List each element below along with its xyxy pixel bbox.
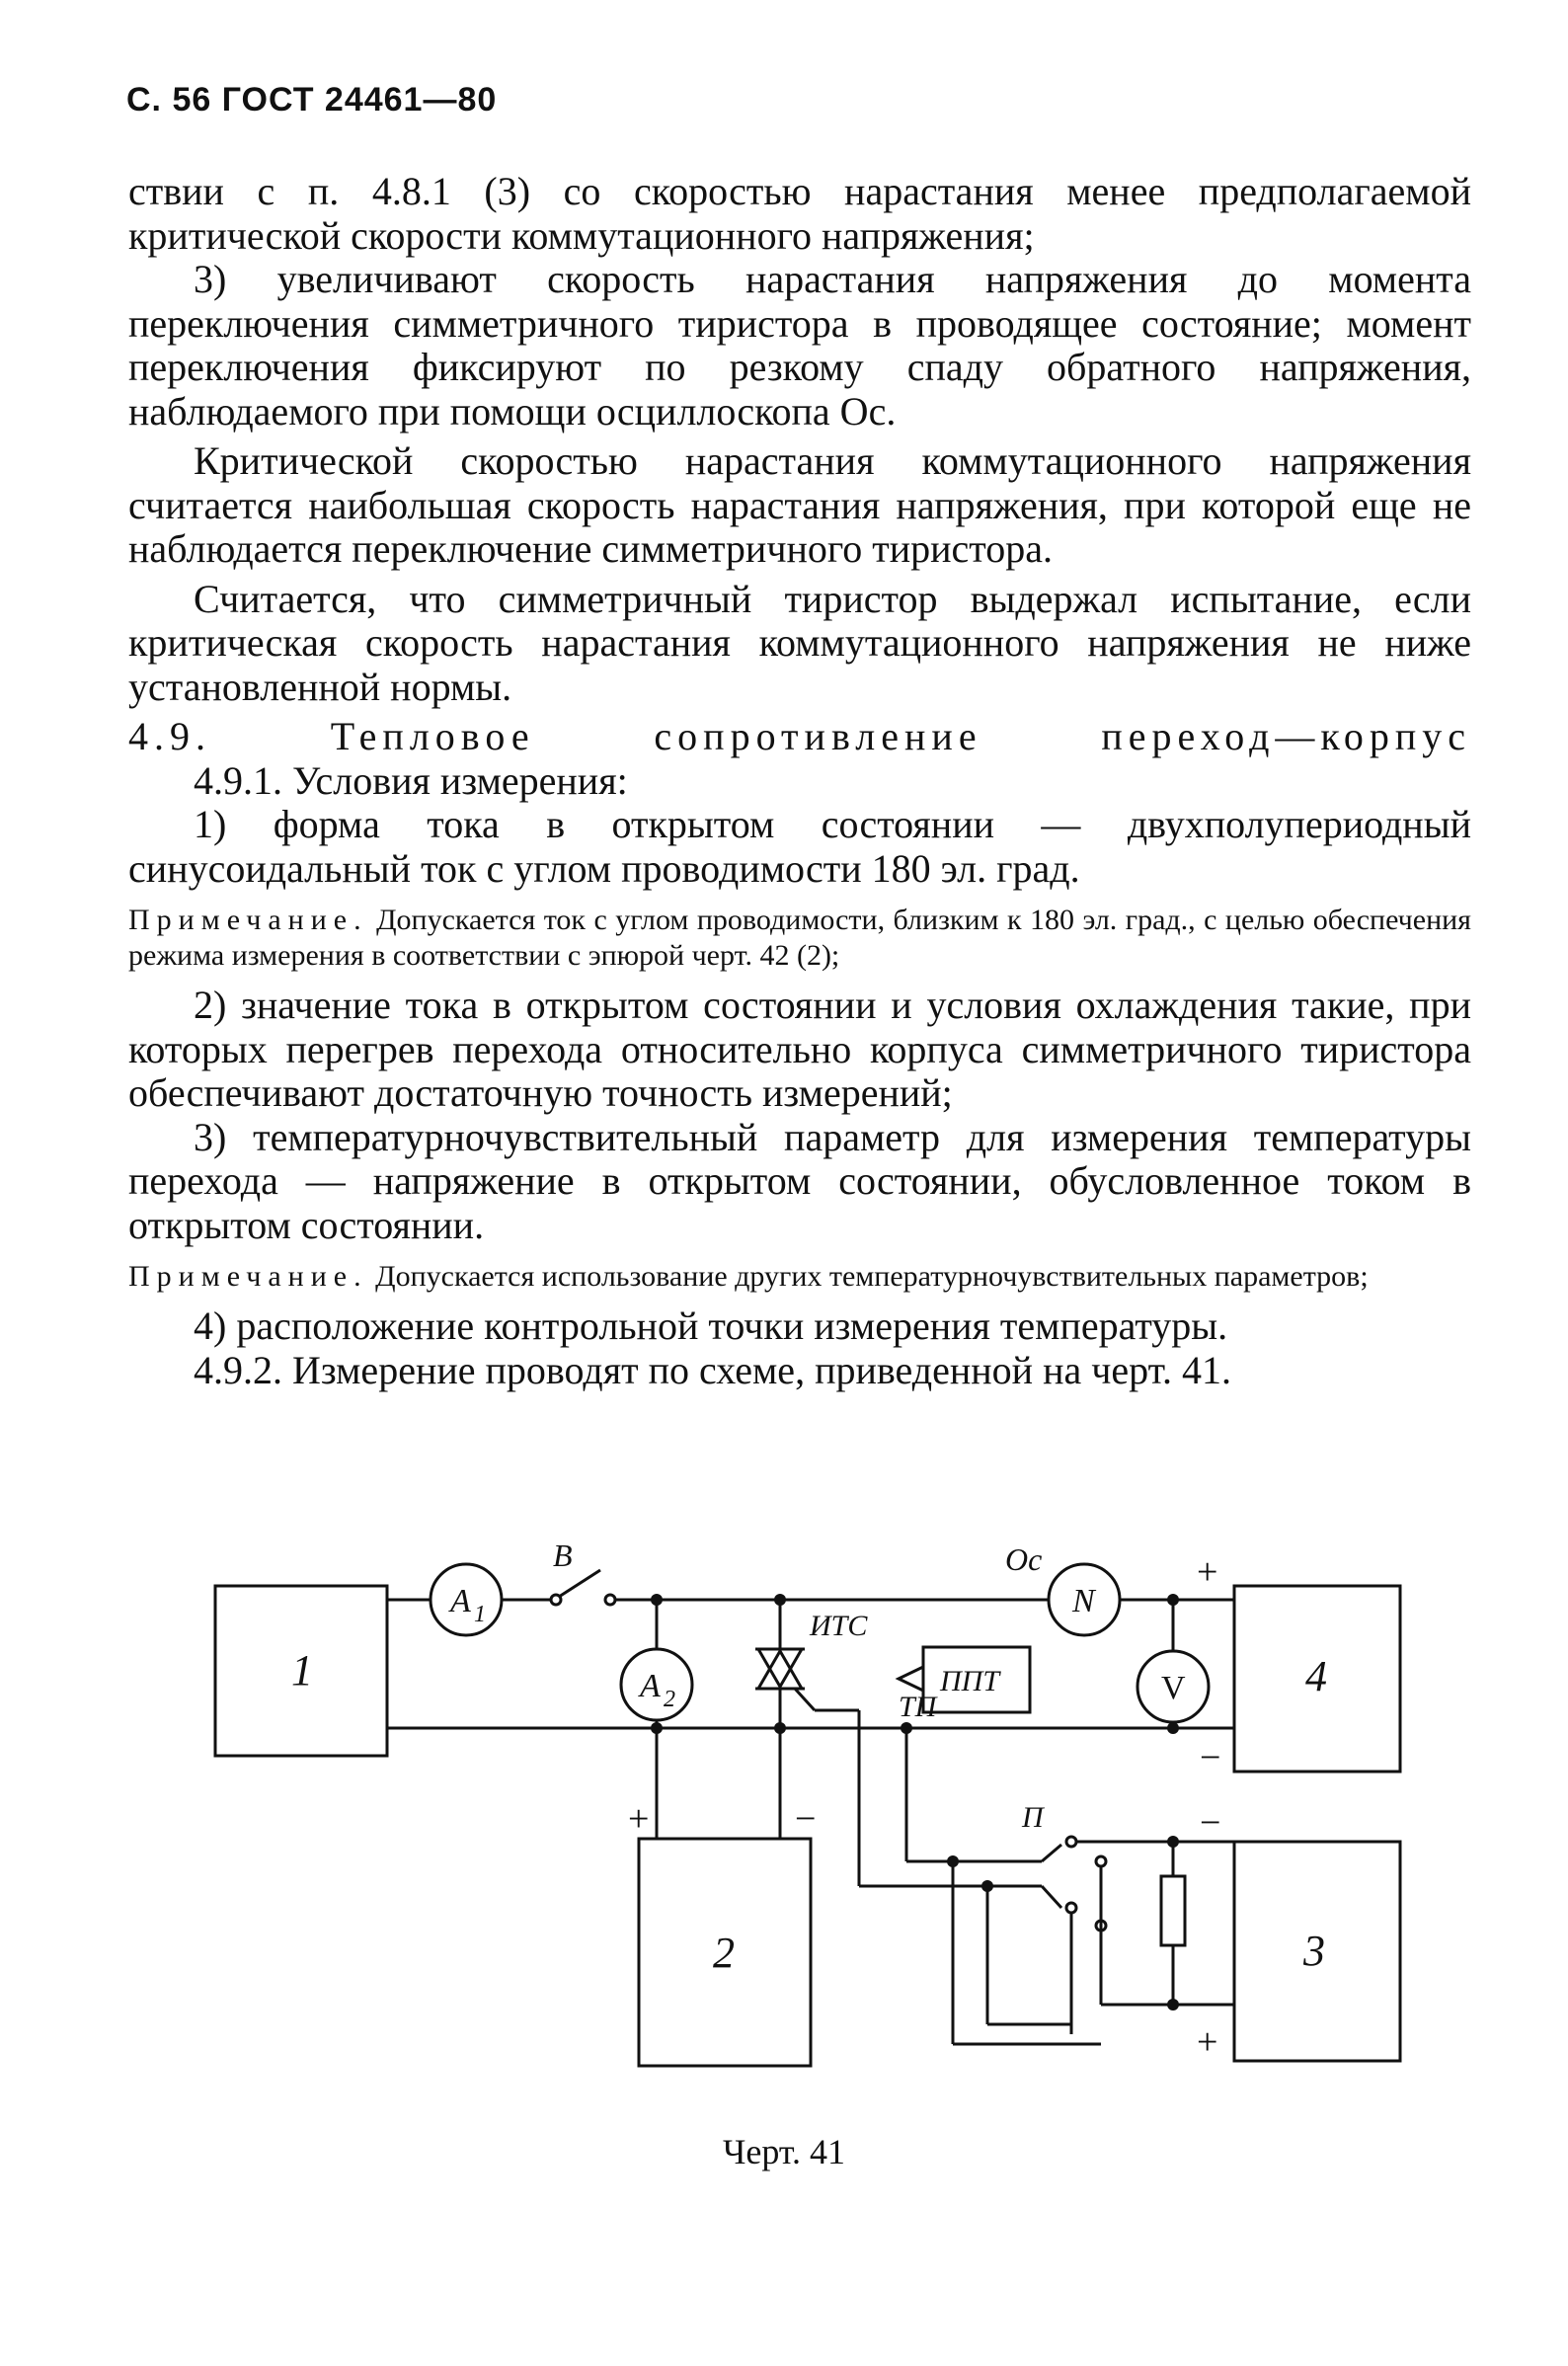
switch-p-contact xyxy=(1096,1856,1106,1866)
resistor xyxy=(1161,1876,1185,1945)
paragraph: Критической скоростью нарастания коммутационного напряжения считается наибольшая скорость нарастания напряжения, при которой еще не наблюдается переключение симметричного тиристора. xyxy=(128,438,1471,571)
switch-p-blade xyxy=(1042,1886,1061,1908)
section-word: переход—корпус xyxy=(1101,714,1471,758)
ammeter-a2-subscript: 2 xyxy=(664,1687,675,1712)
oscilloscope-label: Ос xyxy=(1005,1541,1043,1577)
switch-b-label: В xyxy=(553,1540,573,1573)
paragraph: 4.9.2. Измерение проводят по схеме, приведенной на черт. 41. xyxy=(194,1347,1232,1392)
voltmeter-label: V xyxy=(1161,1670,1186,1706)
switch-p-contact xyxy=(1066,1903,1076,1913)
ammeter-a1-letter: A xyxy=(450,1583,471,1619)
switch-p-label: П xyxy=(1022,1801,1044,1834)
switch-b-contact xyxy=(605,1595,615,1605)
block-1-label: 1 xyxy=(291,1646,313,1695)
block-4-label: 4 xyxy=(1305,1652,1327,1700)
tp-label: ТП xyxy=(899,1691,937,1723)
oscilloscope-symbol-label: N xyxy=(1072,1583,1095,1619)
note-text: Допускается ток с углом проводимости, близким к 180 эл. град., с целью обеспечения режима измерения в соответствии с эпюрой черт. 42 (2); xyxy=(128,904,1471,972)
section-word: Тепловое xyxy=(330,714,535,758)
block-3-label: 3 xyxy=(1303,1927,1325,1975)
circuit-diagram xyxy=(0,1540,1568,2103)
block-3-minus: − xyxy=(1200,1802,1221,1844)
block-4-minus: − xyxy=(1200,1737,1221,1778)
ammeter-a2-letter: A xyxy=(640,1668,661,1704)
figure-caption: Черт. 41 xyxy=(723,2132,845,2171)
page-header: С. 56 ГОСТ 24461—80 xyxy=(126,81,498,118)
block-2-minus: − xyxy=(795,1798,817,1840)
paragraph: 4) расположение контрольной точки измерения температуры. xyxy=(194,1303,1228,1348)
itc-label: ИТС xyxy=(810,1610,868,1642)
block-2-plus: + xyxy=(628,1798,650,1840)
ammeter-a1-subscript: 1 xyxy=(474,1602,486,1627)
switch-b-blade xyxy=(559,1570,600,1597)
note xyxy=(128,1259,1471,1295)
switch-p-contact xyxy=(1066,1837,1076,1847)
block-2-label: 2 xyxy=(713,1929,735,1977)
block-3-plus: + xyxy=(1197,2021,1218,2063)
paragraph: 3) температурночувствительный параметр для измерения температуры перехода — напряжение в открытом состоянии, обусловленное током в открытом состоянии. xyxy=(128,1114,1471,1247)
section-heading xyxy=(128,715,1471,759)
note-text: Допускается использование других температурночувствительных параметров; xyxy=(367,1260,1369,1293)
paragraph: 3) увеличивают скорость нарастания напряжения до момента переключения симметричного тиристора в проводящее состояние; момент переключения фиксируют по резкому спаду обратного напряжения, наблюдаемого при помощи осциллоскопа Ос. xyxy=(128,257,1471,434)
note-label: Примечание. xyxy=(128,904,368,936)
section-number: 4.9. xyxy=(128,714,211,758)
section-word: сопротивление xyxy=(654,714,982,758)
paragraph: Считается, что симметричный тиристор выдержал испытание, если критическая скорость нарастания коммутационного напряжения не ниже установленной нормы. xyxy=(128,576,1471,709)
ppt-label: ППТ xyxy=(940,1665,1000,1697)
paragraph: 4.9.1. Условия измерения: xyxy=(194,757,628,803)
block-4-plus: + xyxy=(1197,1551,1218,1593)
circuit-svg xyxy=(0,1540,1568,2103)
body-text xyxy=(128,170,1471,1392)
paragraph: ствии с п. 4.8.1 (3) со скоростью нарастания менее предполагаемой критической скорости коммутационного напряжения; xyxy=(128,169,1471,258)
paragraph: 1) форма тока в открытом состоянии — двухполупериодный синусоидальный ток с углом проводимости 180 эл. град. xyxy=(128,802,1471,891)
note xyxy=(128,903,1471,974)
switch-p-blade xyxy=(1042,1845,1061,1861)
note-label: Примечание. xyxy=(128,1260,368,1293)
paragraph: 2) значение тока в открытом состоянии и условия охлаждения такие, при которых перегрев перехода относительно корпуса симметричного тиристора обеспечивают достаточную точность измерений; xyxy=(128,983,1471,1115)
